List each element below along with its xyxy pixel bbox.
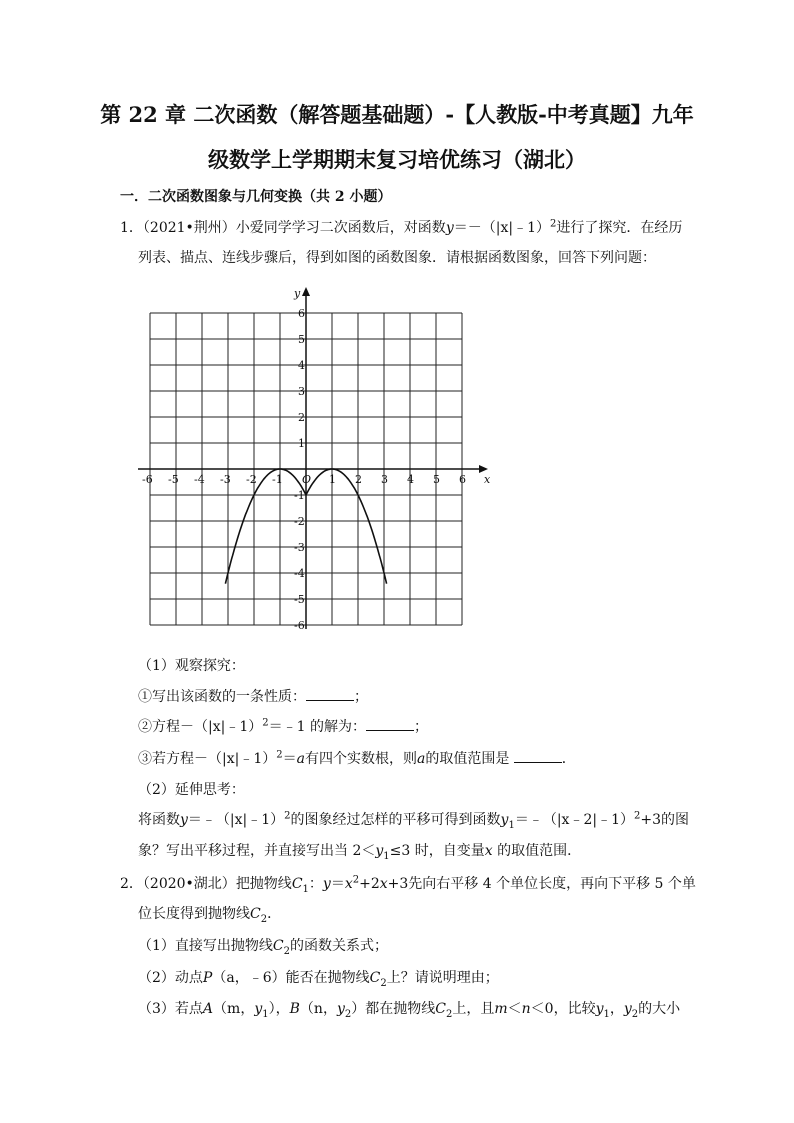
x-tick-label: 1 [329,473,336,486]
y-tick-label: 4 [298,359,305,372]
x-tick-label: -5 [168,473,179,486]
q1-sub1: ①写出该函数的一条性质： ； [138,689,368,705]
q2-part1: （1）直接写出抛物线$C_2$的函数关系式； [138,938,389,957]
y-tick-label: 3 [298,385,305,398]
answer-blank[interactable] [306,688,354,701]
x-tick-label: 5 [433,473,440,486]
q1-part1-label: （1）观察探究： [138,658,245,674]
q1-stem-line2: 列表、描点、连线步骤后，得到如图的函数图象．请根据函数图象，回答下列问题： [138,250,656,266]
q1-ext-line1: 将函数y＝﹣（|x|﹣1）$^2$的图象经过怎样的平移可得到函数$y_1=﹣(|x﹣2|﹣1)^2+3$的图 [138,810,690,831]
x-tick-label: 6 [459,473,466,486]
doc-title-line1: 第 22 章 二次函数（解答题基础题）-【人教版-中考真题】九年 [100,102,694,127]
section-heading: 一．二次函数图象与几何变换（共 2 小题） [120,189,392,205]
x-tick-label: -1 [272,473,283,486]
q2-stem-line2: 位长度得到抛物线$C_2$． [138,906,282,925]
q1-part2-label: （2）延伸思考： [138,782,245,798]
y-tick-label: -4 [294,567,305,580]
x-axis-label: x [484,473,491,486]
function-graph [138,283,508,643]
origin-label: O [302,473,312,486]
x-tick-label: -6 [142,473,153,486]
q2-part2: （2）动点P（a，﹣6）能否在抛物线$C_2$上？请说明理由； [138,970,499,989]
x-tick-label: -4 [194,473,205,486]
x-tick-label: -3 [220,473,231,486]
answer-blank[interactable] [514,750,562,763]
y-tick-label: 1 [298,437,305,450]
x-tick-label: -2 [246,473,257,486]
y-tick-label: 6 [298,307,305,320]
x-axis-arrow [479,465,488,473]
q1-sub2: ②方程－（|x|﹣1）$^2$＝﹣1 的解为： ； [138,717,428,735]
q1-sub3: ③若方程－（|x|﹣1）$^2$＝a有四个实数根，则a的取值范围是 ． [138,749,576,767]
y-tick-label: 5 [298,333,305,346]
q2-part3: （3）若点A（m，$y_1$），B（n，$y_2$）都在抛物线$C_2$上，且m＜n＜0，比较$y_1$，$y_2$的大小 [138,1001,681,1020]
y-axis-arrow [302,287,310,296]
q1-stem-line1: 1．（2021•荆州）小爱同学学习二次函数后，对函数y＝－（|x|﹣1）$^2$进行了探究．在经历 [120,218,683,236]
y-tick-label: -6 [294,619,305,632]
y-axis-label: y [294,287,301,300]
x-tick-label: 3 [381,473,388,486]
y-tick-label: -3 [294,541,305,554]
y-tick-label: -2 [294,515,305,528]
x-tick-label: 2 [355,473,362,486]
answer-blank[interactable] [366,718,414,731]
doc-title-line2: 级数学上学期期末复习培优练习（湖北） [208,147,586,172]
y-tick-label: -1 [294,489,305,502]
x-tick-label: 4 [407,473,414,486]
y-tick-label: 2 [298,411,305,424]
y-tick-label: -5 [294,593,305,606]
q1-ext-line2: 象？写出平移过程，并直接写出当 $2<y_1\le 3$ 时，自变量x 的取值范围． [138,843,582,862]
q2-stem-line1: 2．（2020•湖北）把抛物线$C_1$：$y=x^2+2x+3$先向右平移 4 个单位长度，再向下平移 5 个单 [120,874,696,895]
